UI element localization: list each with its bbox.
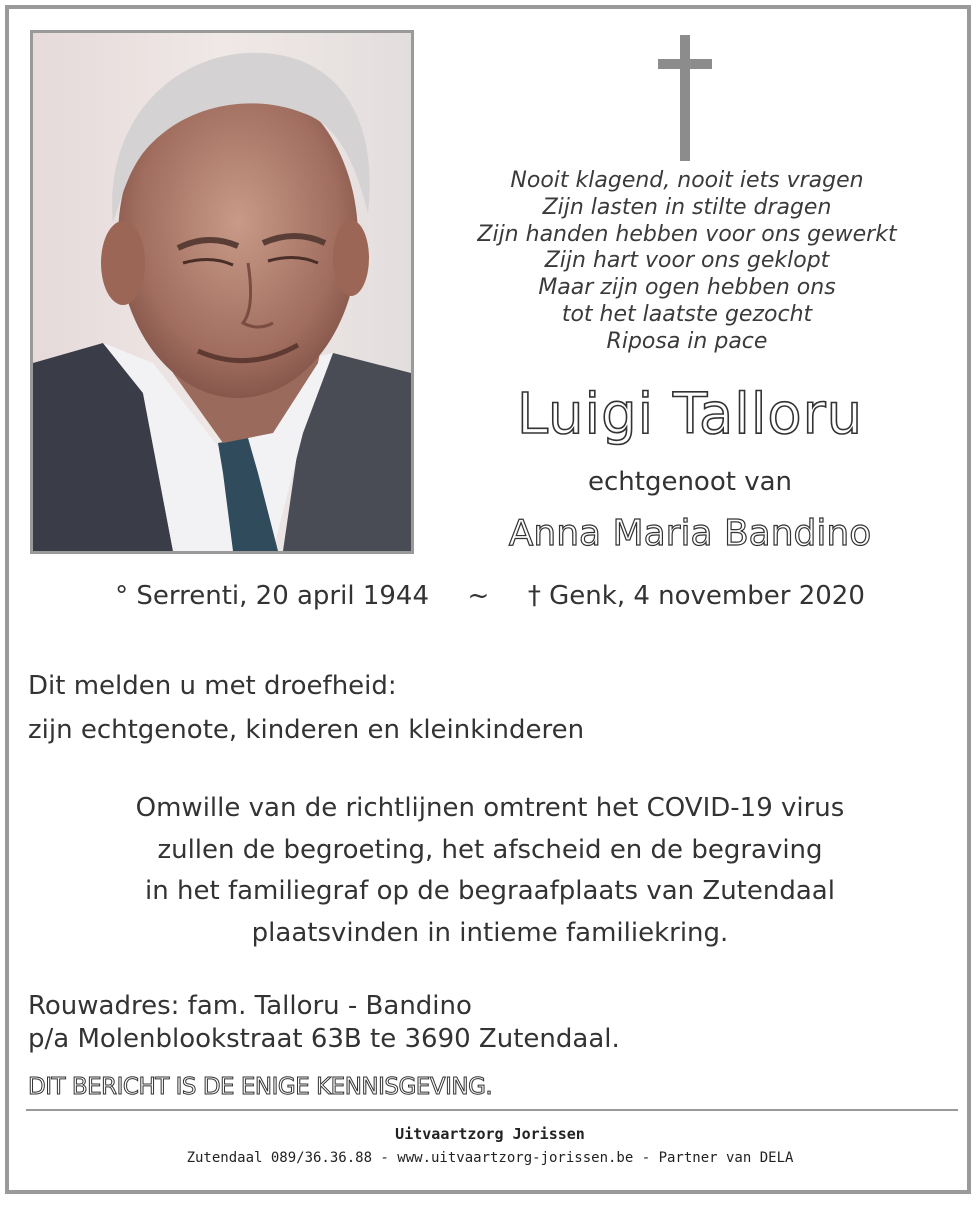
announcement-line: zijn echtgenote, kinderen en kleinkinderen [28, 715, 585, 745]
announcement-line: Dit melden u met droefheid: [28, 671, 397, 701]
address-line: Rouwadres: fam. Talloru - Bandino [28, 991, 472, 1021]
poem-line: Zijn handen hebben voor ons gewerkt [477, 221, 897, 247]
sole-notice: DIT BERICHT IS DE ENIGE KENNISGEVING. [28, 1074, 493, 1100]
covid-line: zullen de begroeting, het afscheid en de begraving [157, 834, 823, 865]
covid-line: in het familiegraf op de begraafplaats van Zutendaal [145, 876, 835, 906]
announcement [28, 664, 584, 752]
poem-line: tot het laatste gezocht [561, 301, 813, 327]
funeral-home-contact: Zutendaal 089/36.36.88 - www.uitvaartzorg-jorissen.be - Partner van DELA [186, 1150, 794, 1166]
death-marker: † [527, 581, 541, 611]
address-line: p/a Molenblookstraat 63B te 3690 Zutendaal. [28, 1024, 620, 1054]
poem-line: Maar zijn ogen hebben ons [538, 275, 836, 301]
deceased-name: Luigi Talloru [516, 382, 864, 447]
poem-line: Zijn hart voor ons geklopt [544, 248, 830, 274]
portrait-photo [30, 30, 414, 554]
poem-line: Nooit klagend, nooit iets vragen [510, 168, 864, 193]
cross-icon [658, 35, 712, 161]
poem-line: Zijn lasten in stilte dragen [542, 194, 832, 220]
birth-info: Serrenti, 20 april 1944 [136, 581, 430, 611]
date-separator: ~ [467, 581, 490, 611]
relation-label: echtgenoot van [587, 467, 792, 497]
funeral-home-name: Uitvaartzorg Jorissen [395, 1125, 585, 1143]
poem-line: Riposa in pace [606, 328, 768, 354]
covid-line: Omwille van de richtlijnen omtrent het COVID-19 virus [135, 793, 845, 823]
covid-notice [0, 788, 980, 954]
birth-marker: ° [115, 581, 129, 611]
poem [452, 168, 922, 356]
spouse-name: Anna Maria Bandino [508, 513, 872, 554]
footer-divider [26, 1109, 958, 1111]
portrait-illustration [33, 33, 411, 551]
death-info: Genk, 4 november 2020 [549, 581, 865, 611]
mourning-address [28, 990, 620, 1056]
dates-line [0, 576, 980, 616]
covid-line: plaatsvinden in intieme familiekring. [251, 917, 729, 948]
